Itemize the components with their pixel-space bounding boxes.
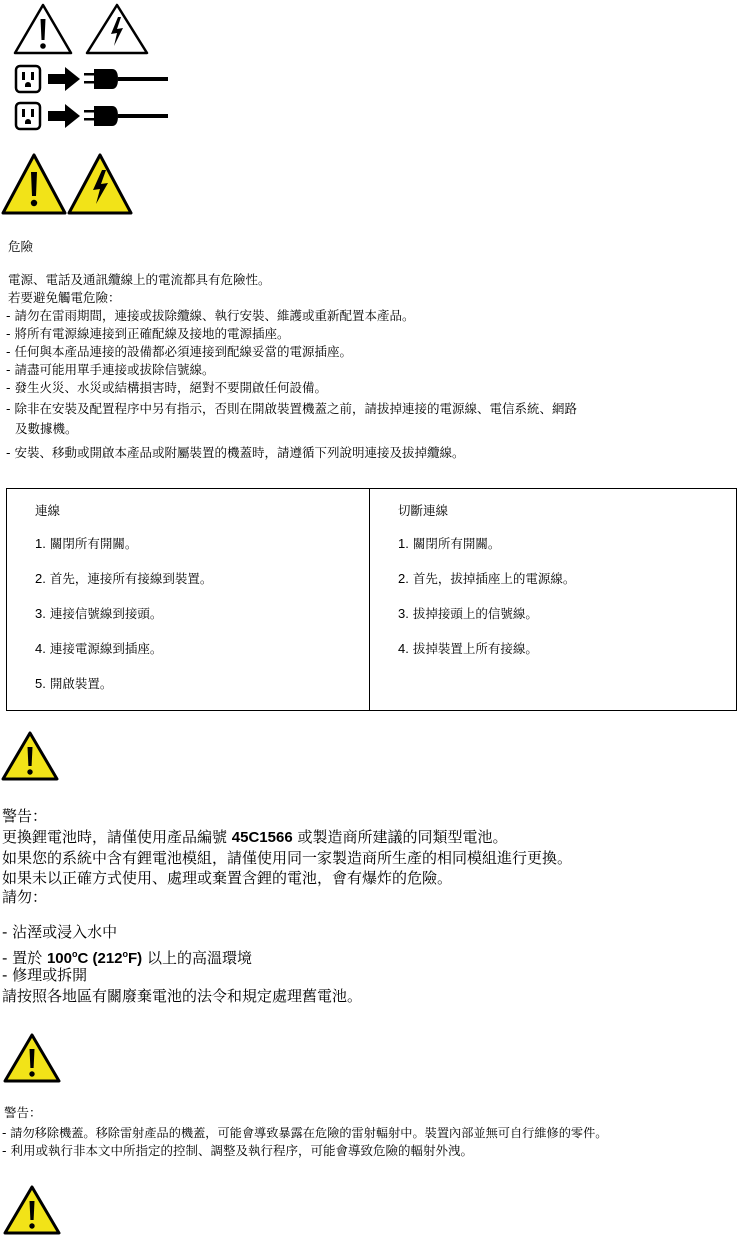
battery-item: - 沾溼或浸入水中 [2, 923, 118, 941]
high-voltage-outline-icon [84, 2, 150, 56]
disconnect-step: 1. 關閉所有開關。 [398, 536, 501, 551]
disconnect-header: 切斷連線 [398, 503, 449, 518]
high-voltage-yellow-icon [66, 152, 134, 216]
danger-line: - 任何與本產品連接的設備都必須連接到配線妥當的電源插座。 [6, 344, 352, 359]
connect-header: 連線 [35, 503, 61, 518]
battery-line: 請按照各地區有關廢棄電池的法令和規定處理舊電池。 [2, 987, 363, 1005]
warning-triangle-yellow-icon [2, 1032, 62, 1084]
danger-title: 危險 [8, 239, 34, 254]
connect-step: 5. 開啟裝置。 [35, 676, 113, 691]
part-number: 45C1566 [231, 829, 293, 846]
warning-triangle-yellow-icon [2, 1184, 62, 1236]
right-arrow-icon [48, 67, 80, 91]
right-arrow-icon [48, 104, 80, 128]
laser-title: 警告： [4, 1105, 42, 1120]
danger-line: 及數據機。 [15, 421, 78, 436]
danger-line: 若要避免觸電危險： [8, 290, 121, 305]
battery-line: 如果您的系統中含有鋰電池模組，請僅使用同一家製造商所生產的相同模組進行更換。 [2, 849, 573, 867]
danger-line: - 請盡可能用單手連接或拔除信號線。 [6, 362, 215, 377]
power-outlet-icon [14, 64, 42, 94]
connect-step: 3. 連接信號線到接頭。 [35, 606, 163, 621]
danger-line: - 安裝、移動或開啟本產品或附屬裝置的機蓋時，請遵循下列說明連接及拔掉纜線。 [6, 445, 465, 460]
danger-line: - 發生火災、水災或結構損害時，絕對不要開啟任何設備。 [6, 380, 327, 395]
connect-step: 4. 連接電源線到插座。 [35, 641, 163, 656]
warning-triangle-yellow-icon [0, 730, 60, 782]
disconnect-column [370, 489, 737, 711]
connect-column [7, 489, 370, 711]
disconnect-step: 2. 首先，拔掉插座上的電源線。 [398, 571, 576, 586]
power-plug-icon [84, 66, 168, 92]
danger-line: - 將所有電源線連接到正確配線及接地的電源插座。 [6, 326, 290, 341]
battery-title: 警告： [2, 807, 48, 825]
battery-line: 請勿： [2, 888, 48, 906]
disconnect-step: 3. 拔掉接頭上的信號線。 [398, 606, 538, 621]
danger-line: - 請勿在雷雨期間，連接或拔除纜線、執行安裝、維護或重新配置本產品。 [6, 308, 415, 323]
disconnect-step: 4. 拔掉裝置上所有接線。 [398, 641, 538, 656]
power-outlet-icon [14, 101, 42, 131]
power-plug-icon [84, 103, 168, 129]
warning-triangle-yellow-icon [0, 152, 68, 216]
connect-step: 2. 首先，連接所有接線到裝置。 [35, 571, 213, 586]
battery-line: 如果未以正確方式使用、處理或棄置含鋰的電池，會有爆炸的危險。 [2, 869, 453, 887]
laser-line: - 利用或執行非本文中所指定的控制、調整及執行程序，可能會導致危險的輻射外洩。 [2, 1143, 473, 1158]
warning-triangle-outline-icon [12, 2, 74, 56]
laser-line: - 請勿移除機蓋。移除雷射產品的機蓋，可能會導致暴露在危險的雷射輻射中。裝置內部並無可自行維修的零件。 [2, 1126, 608, 1140]
connect-disconnect-table [6, 488, 737, 711]
battery-line: 更換鋰電池時，請僅使用產品編號 45C1566 或製造商所建議的同類型電池。 [2, 828, 508, 846]
battery-item: - 置於 100$^o$C (212$^o$F) 以上的高溫環境 [2, 949, 252, 967]
danger-line: 電源、電話及通訊纜線上的電流都具有危險性。 [8, 272, 271, 287]
danger-line: - 除非在安裝及配置程序中另有指示，否則在開啟裝置機蓋之前，請拔掉連接的電源線、電信系統、網路 [6, 401, 577, 416]
battery-item: - 修理或拆開 [2, 966, 88, 984]
connect-step: 1. 關閉所有開關。 [35, 536, 138, 551]
